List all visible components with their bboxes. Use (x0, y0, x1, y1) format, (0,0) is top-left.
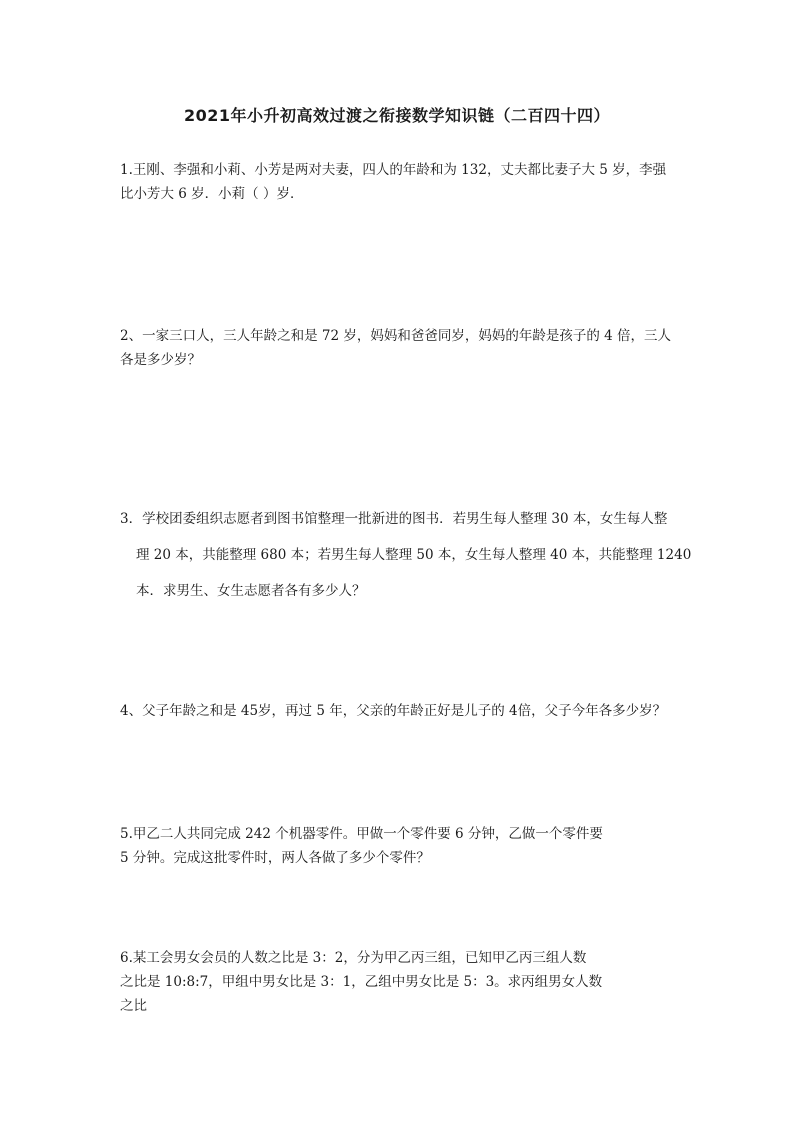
question-6-line-3: 之比 (120, 998, 147, 1014)
question-6 (120, 946, 676, 1018)
question-2 (120, 324, 676, 372)
question-4 (120, 699, 676, 723)
page-title: 2021年小升初高效过渡之衔接数学知识链（二百四十四） (183, 106, 611, 125)
question-1-line-1: 1.王刚、李强和小莉、小芳是两对夫妻，四人的年龄和为 132，丈夫都比妻子大 5 岁，李强 (120, 162, 667, 178)
question-3-line-2: 理 20 本，共能整理 680 本；若男生每人整理 50 本，女生每人整理 40 本，共能整理 1240 (136, 547, 692, 563)
question-5 (120, 822, 676, 870)
question-3-line-3: 本．求男生、女生志愿者各有多少人？ (136, 583, 366, 599)
question-2-line-2: 各是多少岁？ (120, 352, 201, 368)
question-2-line-1: 2、一家三口人，三人年龄之和是 72 岁，妈妈和爸爸同岁，妈妈的年龄是孩子的 4 倍，三人 (120, 328, 672, 344)
question-3 (120, 501, 692, 609)
question-6-line-1: 6.某工会男女会员的人数之比是 3：2，分为甲乙丙三组，已知甲乙丙三组人数 (120, 950, 587, 966)
question-3-line-1: 3．学校团委组织志愿者到图书馆整理一批新进的图书．若男生每人整理 30 本，女生每人整 (120, 511, 668, 527)
question-6-line-2: 之比是 10:8:7，甲组中男女比是 3：1，乙组中男女比是 5：3。求丙组男女人数 (120, 974, 603, 990)
question-1 (120, 158, 676, 206)
question-1-line-2: 比小芳大 6 岁．小莉（ ）岁． (120, 186, 304, 202)
question-4-line-1: 4、父子年龄之和是 45岁，再过 5 年，父亲的年龄正好是儿子的 4倍，父子今年各多少岁？ (120, 703, 667, 719)
question-5-line-2: 5 分钟。完成这批零件时，两人各做了多少个零件？ (120, 850, 430, 866)
question-5-line-1: 5.甲乙二人共同完成 242 个机器零件。甲做一个零件要 6 分钟，乙做一个零件要 (120, 826, 603, 842)
